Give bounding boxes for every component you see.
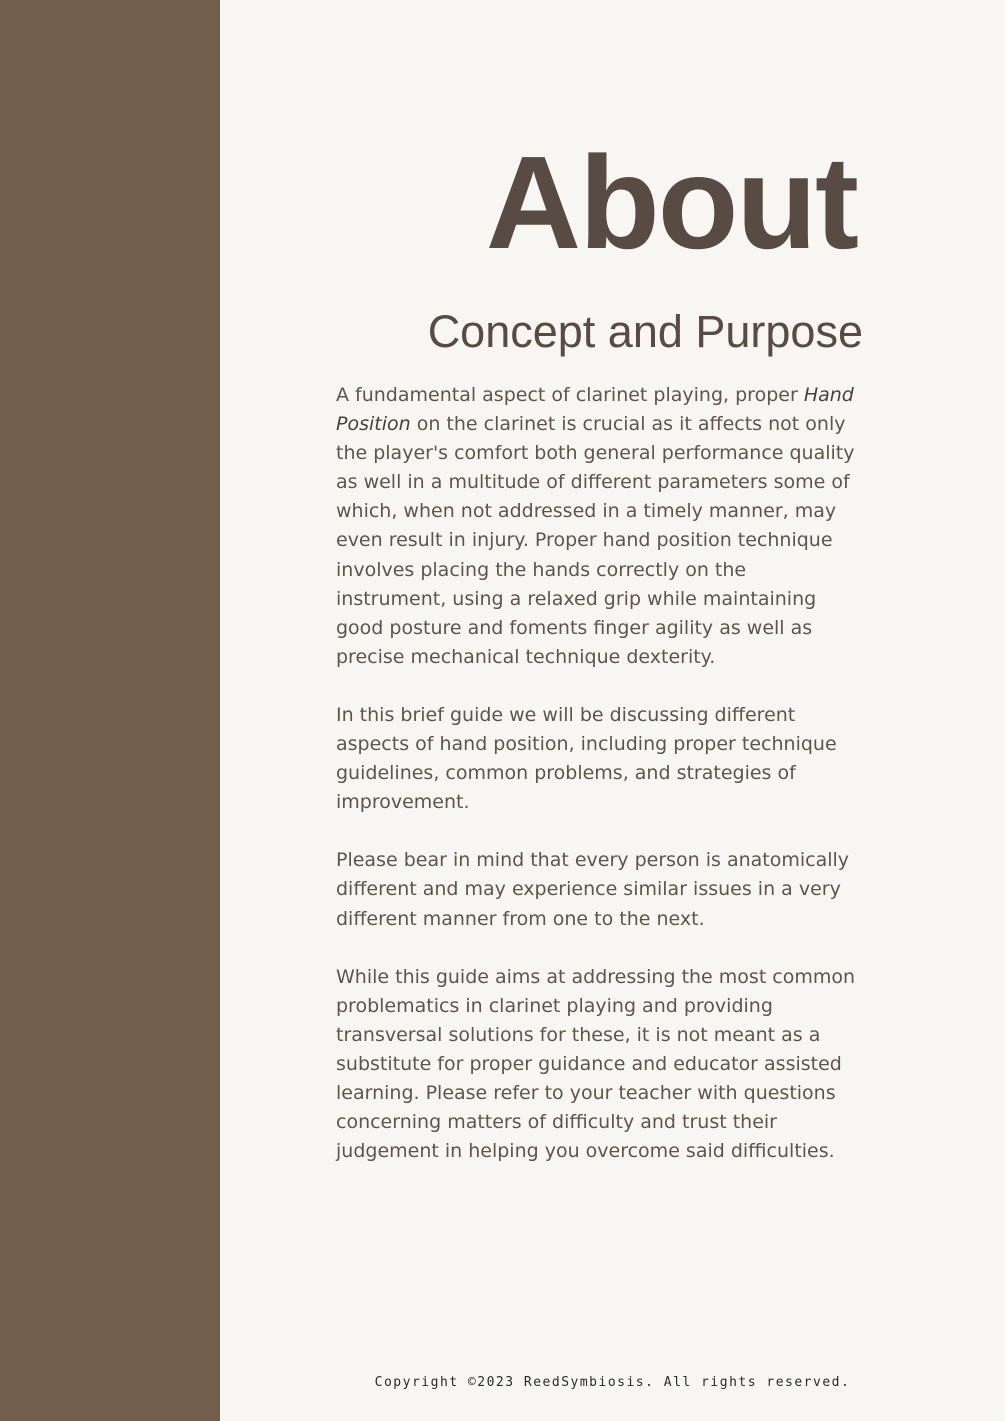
paragraph-intro-rest: on the clarinet is crucial as it affects not only the player's comfort both general performance quality as well in a multitude of different parameters some of which, when not addressed in a timely manner, may even result in injury. Proper hand position technique involves placing the hands correctly on the instrument, using a relaxed grip while maintaining good posture and foments finger agility as well as precise mechanical technique dexterity. — [336, 413, 855, 668]
body-text — [336, 381, 861, 1195]
page-subtitle: Concept and Purpose — [427, 306, 863, 357]
paragraph-disclaimer: While this guide aims at addressing the most common problematics in clarinet playing and providing transversal solutions for these, it is not meant as a substitute for proper guidance and educator assisted learning. Please refer to your teacher with questions concerning matters of difficulty and trust their judgement in helping you overcome said difficulties. — [336, 965, 856, 1163]
copyright-footer: Copyright ©2023 ReedSymbiosis. All rights reserved. — [374, 1375, 851, 1390]
paragraph-intro — [336, 381, 861, 672]
page-title: About — [485, 129, 857, 276]
paragraph-anatomy-note: Please bear in mind that every person is anatomically different and may experience similar issues in a very different manner from one to the next. — [336, 849, 850, 930]
paragraph-guide-overview: In this brief guide we will be discussing different aspects of hand position, including proper technique guidelines, common problems, and strategies of improvement. — [336, 703, 837, 814]
sidebar-band — [0, 0, 220, 1421]
paragraph-intro-lead: A fundamental aspect of clarinet playing, proper — [336, 384, 798, 406]
hand-position-emphasis: Hand Position — [336, 384, 854, 436]
